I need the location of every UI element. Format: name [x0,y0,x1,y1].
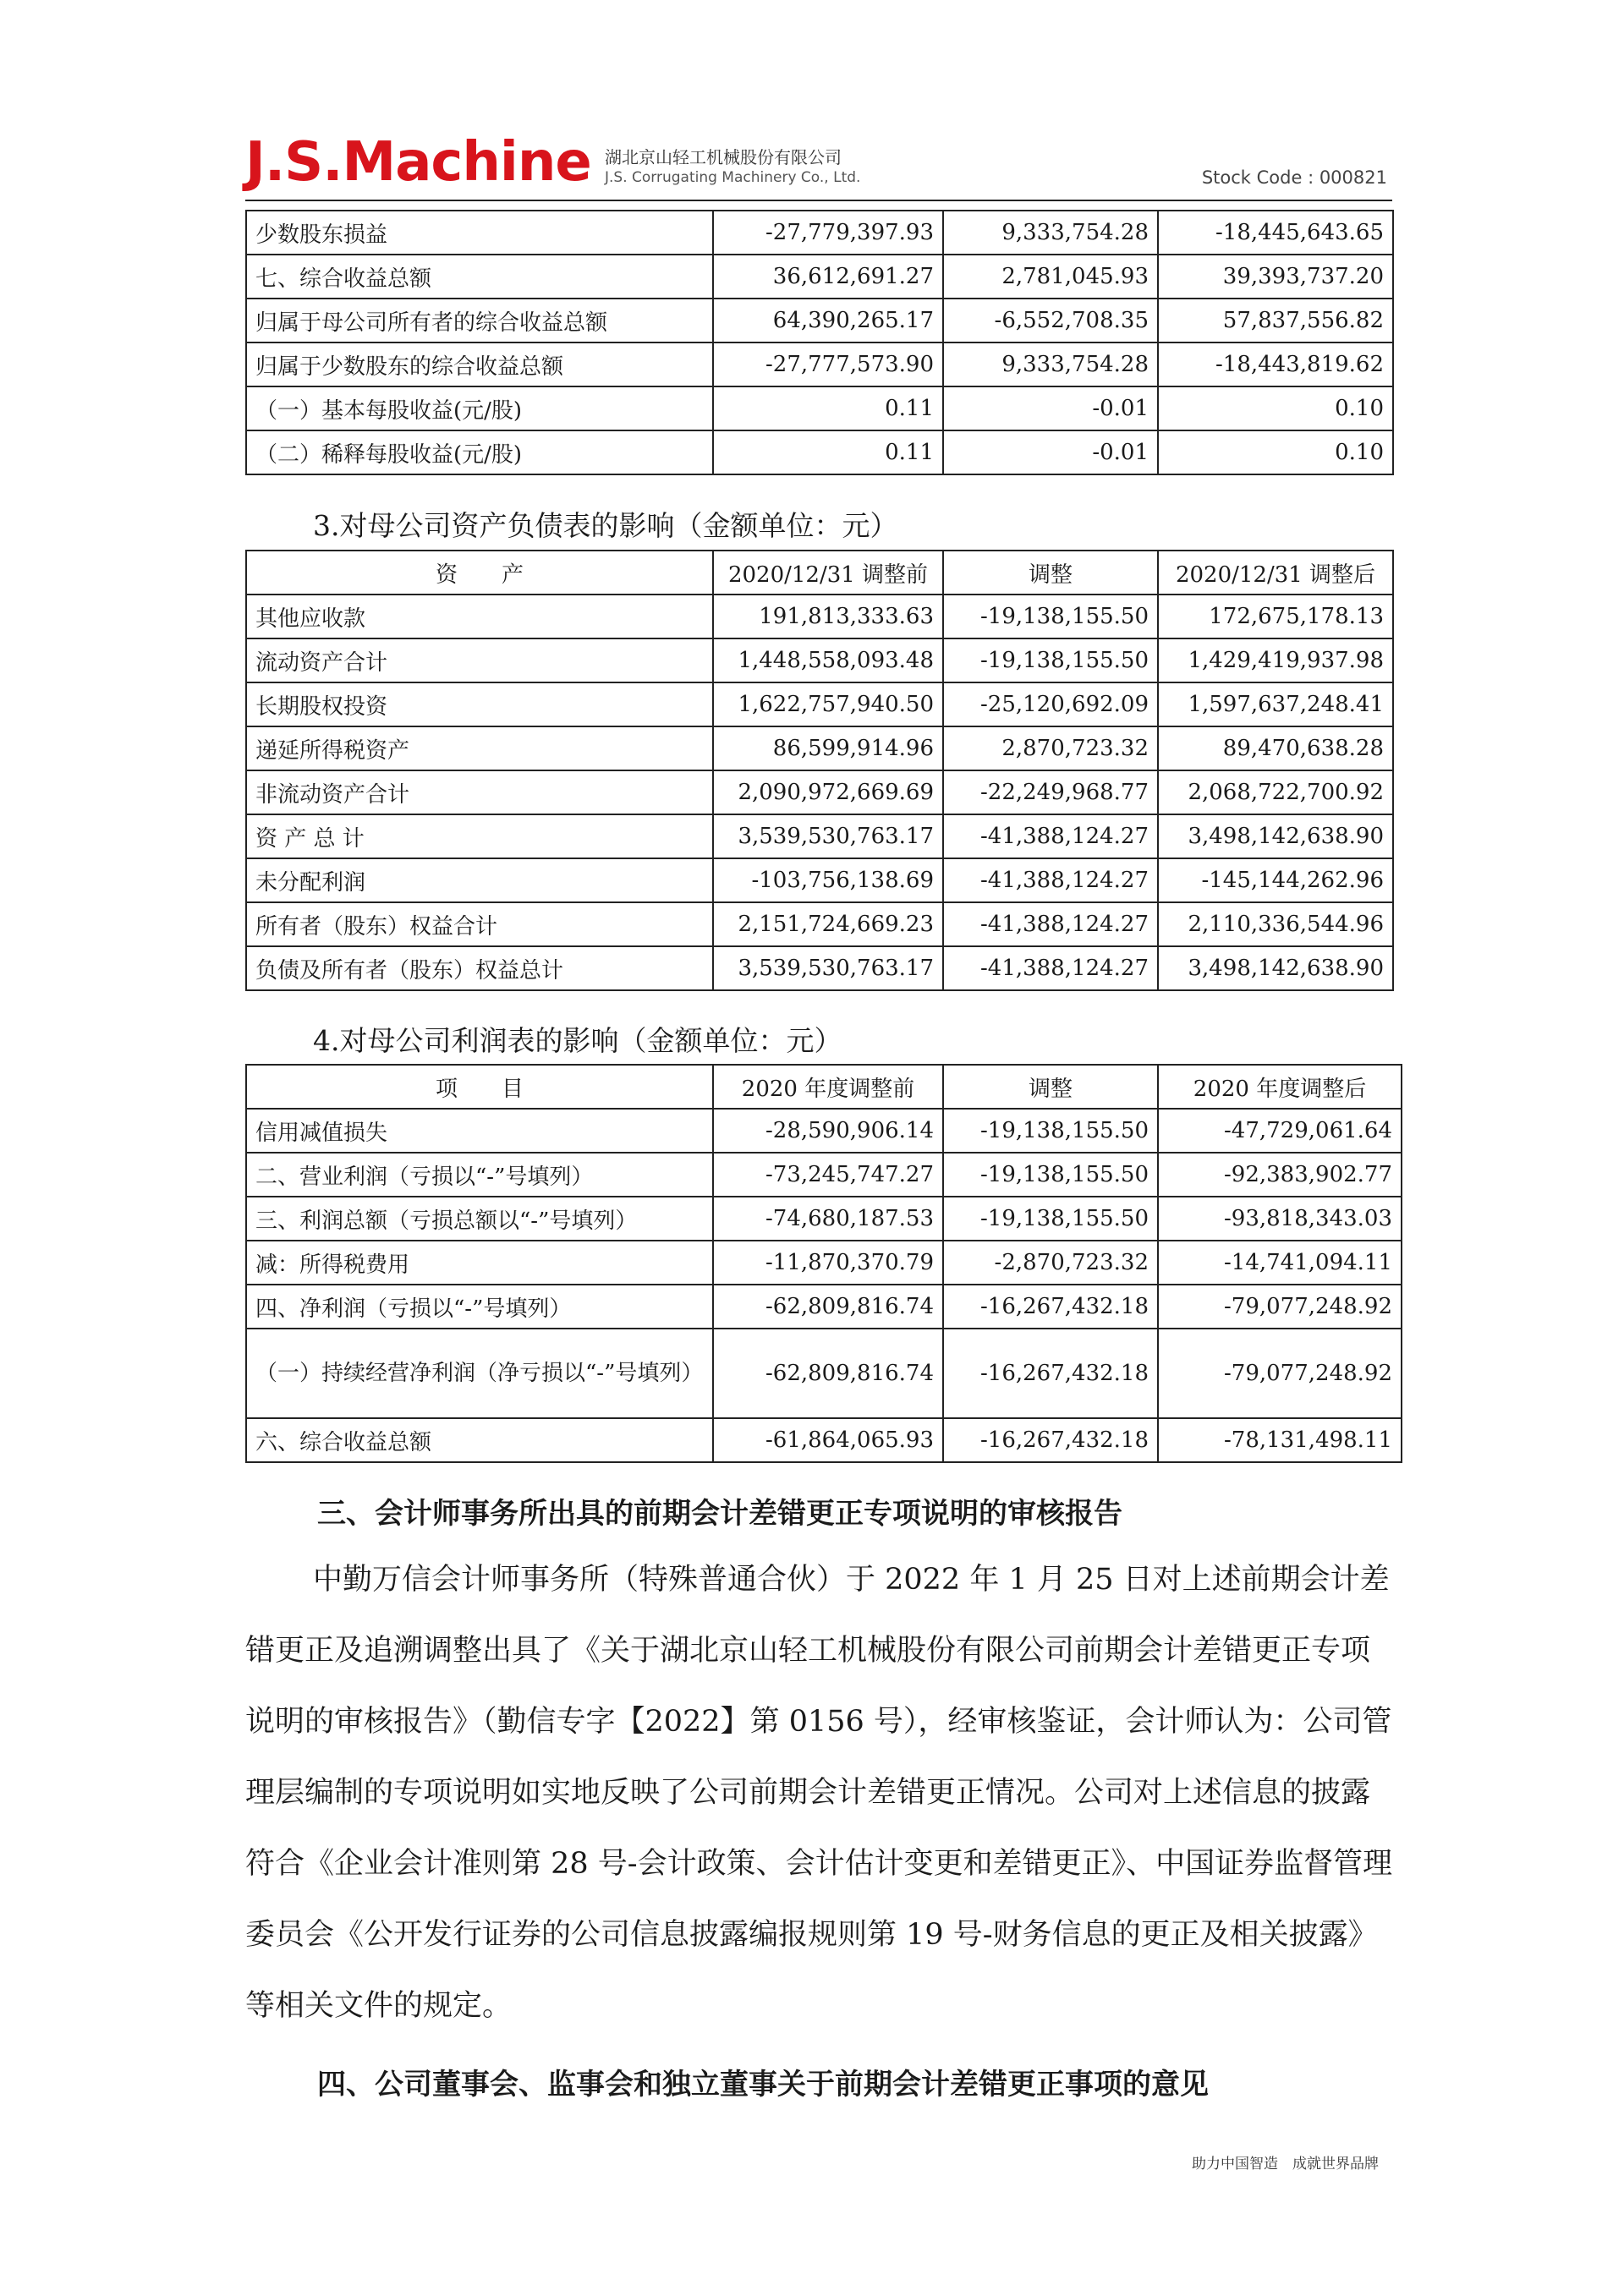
heading-audit-report: 三、会计师事务所出具的前期会计差错更正专项说明的审核报告 [317,1497,1122,1531]
table-row [246,1418,1402,1462]
cell-value: -0.01 [943,386,1158,430]
row-label: 少数股东损益 [246,211,713,255]
cell-value: 89,470,638.28 [1158,726,1393,770]
cell-value: -16,267,432.18 [943,1329,1158,1418]
header-divider [245,200,1392,201]
cell-value: -18,445,643.65 [1158,211,1393,255]
cell-value: -145,144,262.96 [1158,858,1393,902]
heading-board-opinions: 四、公司董事会、监事会和独立董事关于前期会计差错更正事项的意见 [317,2068,1209,2101]
column-header: 调整 [943,1065,1158,1109]
cell-value: 1,622,757,940.50 [713,682,943,726]
cell-value: -25,120,692.09 [943,682,1158,726]
cell-value: -28,590,906.14 [713,1109,943,1153]
audit-report-paragraph: 中勤万信会计师事务所（特殊普通合伙）于 2022 年 1 月 25 日对上述前期会计差错更正及追溯调整出具了《关于湖北京山轻工机械股份有限公司前期会计差错更正专项说明的审核报告》（勤信专字【2022】第 0156 号），经审核鉴证，会计师认为：公司管理层编制的专项说明如实地反映了公司前期会计差错更正情况。公司对上述信息的披露符合《企业会计准则第 28 号-会计政策、会计估计变更和差错更正》、中国证券监督管理委员会《公开发行证券的公司信息披露编报规则第 19 号-财务信息的更正及相关披露》等相关文件的规定。 [245,1563,1393,2023]
column-header: 2020 年度调整前 [713,1065,943,1109]
cell-value: 39,393,737.20 [1158,255,1393,299]
cell-value: 64,390,265.17 [713,299,943,342]
row-label: 其他应收款 [246,595,713,638]
cell-value: -27,779,397.93 [713,211,943,255]
table-row [246,1241,1402,1285]
column-header: 资 产 [246,551,713,595]
cell-value: 3,498,142,638.90 [1158,814,1393,858]
cell-value: 1,429,419,937.98 [1158,638,1393,682]
table-row [246,902,1393,946]
row-label: 四、净利润（亏损以“-”号填列） [246,1285,713,1329]
table-row [246,299,1393,342]
cell-value: -16,267,432.18 [943,1285,1158,1329]
table-parent-income-statement [245,1064,1402,1463]
cell-value: -103,756,138.69 [713,858,943,902]
table-row [246,682,1393,726]
table-row [246,1197,1402,1241]
column-header: 调整 [943,551,1158,595]
cell-value: 191,813,333.63 [713,595,943,638]
cell-value: 1,448,558,093.48 [713,638,943,682]
table-row [246,595,1393,638]
row-label: 负债及所有者（股东）权益总计 [246,946,713,990]
cell-value: 2,870,723.32 [943,726,1158,770]
row-label: 非流动资产合计 [246,770,713,814]
column-header: 2020/12/31 调整前 [713,551,943,595]
cell-value: 0.10 [1158,386,1393,430]
row-label: （一）持续经营净利润（净亏损以“-”号填列） [246,1329,713,1418]
cell-value: -61,864,065.93 [713,1418,943,1462]
cell-value: -19,138,155.50 [943,1197,1158,1241]
cell-value: -79,077,248.92 [1158,1329,1402,1418]
cell-value: -41,388,124.27 [943,858,1158,902]
cell-value: 2,151,724,669.23 [713,902,943,946]
cell-value: 3,498,142,638.90 [1158,946,1393,990]
cell-value: 3,539,530,763.17 [713,814,943,858]
cell-value: 1,597,637,248.41 [1158,682,1393,726]
stock-code: Stock Code : 000821 [1201,167,1387,188]
table-consolidated-income-continued [245,210,1394,475]
table-row [246,814,1393,858]
section-3-title: 3.对母公司资产负债表的影响（金额单位：元） [313,509,898,542]
footer-slogan: 助力中国智造 成就世界品牌 [1192,2156,1379,2173]
cell-value: 9,333,754.28 [943,211,1158,255]
row-label: 所有者（股东）权益合计 [246,902,713,946]
row-label: （一）基本每股收益(元/股) [246,386,713,430]
cell-value: -93,818,343.03 [1158,1197,1402,1241]
table-row [246,342,1393,386]
table-parent-balance-sheet [245,550,1394,991]
cell-value: -41,388,124.27 [943,814,1158,858]
cell-value: -78,131,498.11 [1158,1418,1402,1462]
cell-value: 0.10 [1158,430,1393,474]
cell-value: -41,388,124.27 [943,946,1158,990]
column-header: 项 目 [246,1065,713,1109]
table-row [246,1329,1402,1418]
column-header: 2020/12/31 调整后 [1158,551,1393,595]
cell-value: -18,443,819.62 [1158,342,1393,386]
cell-value: 0.11 [713,386,943,430]
cell-value: -41,388,124.27 [943,902,1158,946]
row-label: 长期股权投资 [246,682,713,726]
table-row [246,638,1393,682]
cell-value: -19,138,155.50 [943,595,1158,638]
table-row [246,770,1393,814]
table-row [246,1109,1402,1153]
cell-value: -62,809,816.74 [713,1329,943,1418]
section-4-title: 4.对母公司利润表的影响（金额单位：元） [313,1024,842,1057]
cell-value: -92,383,902.77 [1158,1153,1402,1197]
table-row [246,211,1393,255]
cell-value: -0.01 [943,430,1158,474]
cell-value: 86,599,914.96 [713,726,943,770]
row-label: 流动资产合计 [246,638,713,682]
company-name-en: J.S. Corrugating Machinery Co., Ltd. [605,169,861,186]
table-row [246,726,1393,770]
cell-value: 57,837,556.82 [1158,299,1393,342]
row-label: 七、综合收益总额 [246,255,713,299]
cell-value: -6,552,708.35 [943,299,1158,342]
cell-value: 2,090,972,669.69 [713,770,943,814]
row-label: 二、营业利润（亏损以“-”号填列） [246,1153,713,1197]
cell-value: 2,068,722,700.92 [1158,770,1393,814]
cell-value: -16,267,432.18 [943,1418,1158,1462]
table-row [246,946,1393,990]
cell-value: 2,110,336,544.96 [1158,902,1393,946]
row-label: 减：所得税费用 [246,1241,713,1285]
table-row [246,858,1393,902]
cell-value: -27,777,573.90 [713,342,943,386]
cell-value: -19,138,155.50 [943,1153,1158,1197]
table-row [246,430,1393,474]
cell-value: 9,333,754.28 [943,342,1158,386]
cell-value: -74,680,187.53 [713,1197,943,1241]
table-row [246,386,1393,430]
cell-value: 36,612,691.27 [713,255,943,299]
table-row [246,255,1393,299]
company-logo: J.S.Machine [245,131,591,194]
cell-value: -14,741,094.11 [1158,1241,1402,1285]
table-row [246,1285,1402,1329]
row-label: 归属于少数股东的综合收益总额 [246,342,713,386]
cell-value: 2,781,045.93 [943,255,1158,299]
table-row [246,1153,1402,1197]
row-label: 递延所得税资产 [246,726,713,770]
cell-value: -19,138,155.50 [943,1109,1158,1153]
row-label: 归属于母公司所有者的综合收益总额 [246,299,713,342]
row-label: 三、利润总额（亏损总额以“-”号填列） [246,1197,713,1241]
cell-value: -22,249,968.77 [943,770,1158,814]
cell-value: -19,138,155.50 [943,638,1158,682]
row-label: 信用减值损失 [246,1109,713,1153]
row-label: 六、综合收益总额 [246,1418,713,1462]
cell-value: -79,077,248.92 [1158,1285,1402,1329]
page-header [245,131,1387,195]
table-header-row [246,1065,1402,1109]
cell-value: 172,675,178.13 [1158,595,1393,638]
table-header-row [246,551,1393,595]
cell-value: 3,539,530,763.17 [713,946,943,990]
row-label: 资 产 总 计 [246,814,713,858]
cell-value: -47,729,061.64 [1158,1109,1402,1153]
cell-value: -73,245,747.27 [713,1153,943,1197]
cell-value: -62,809,816.74 [713,1285,943,1329]
company-name-cn: 湖北京山轻工机械股份有限公司 [605,147,842,167]
cell-value: -11,870,370.79 [713,1241,943,1285]
cell-value: -2,870,723.32 [943,1241,1158,1285]
row-label: 未分配利润 [246,858,713,902]
cell-value: 0.11 [713,430,943,474]
row-label: （二）稀释每股收益(元/股) [246,430,713,474]
column-header: 2020 年度调整后 [1158,1065,1402,1109]
